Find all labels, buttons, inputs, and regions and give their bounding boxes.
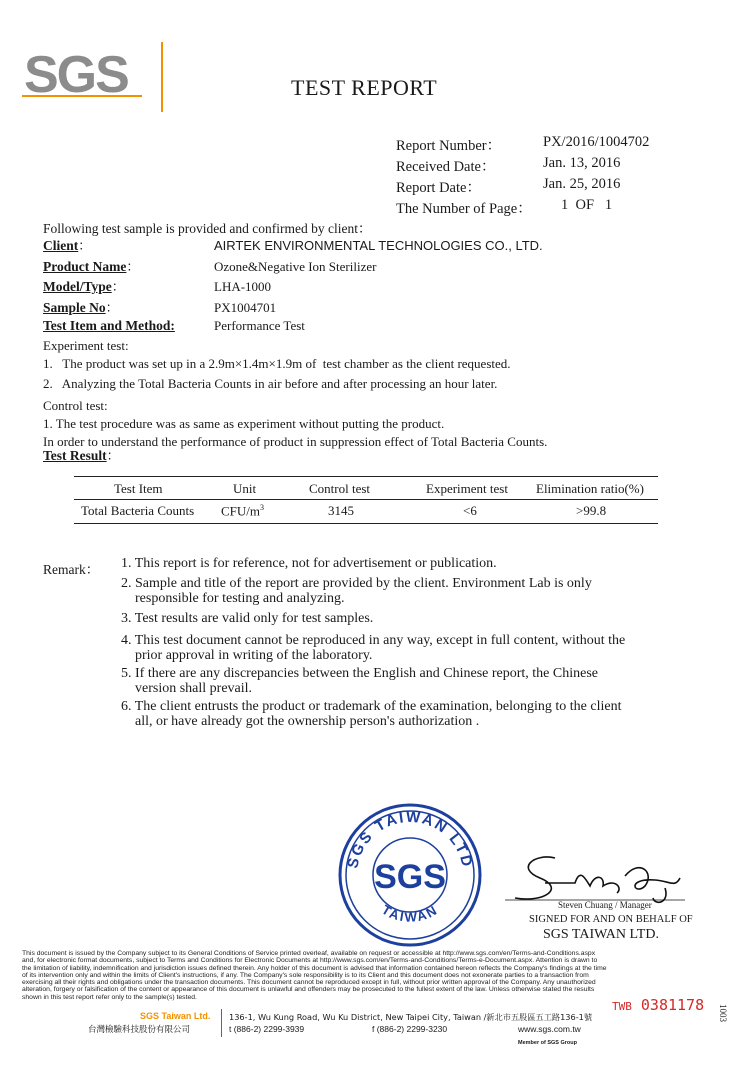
footer-tel: t (886-2) 2299-3939	[229, 1024, 305, 1034]
svg-text:TAIWAN	[379, 902, 441, 925]
legal-disclaimer	[22, 950, 722, 1001]
table-mid-rule	[74, 499, 658, 500]
footer-company-zh: 台灣檢驗科技股份有限公司	[88, 1025, 191, 1035]
procedure-section	[43, 337, 733, 451]
received-date-label: Received Date：	[396, 159, 496, 175]
disclaimer-line: and, for electronic format documents, subject to Terms and Conditions for Electronic Documents at http://www.sgs.com/en/Terms-and-Conditions/Terms-e-Document.aspx. Attention is drawn to	[22, 957, 598, 965]
experiment-heading: Experiment test:	[43, 338, 129, 353]
footer-divider	[221, 1009, 222, 1037]
side-page-code: 1003	[718, 1004, 728, 1022]
remark-3-line-1: 3. Test results are valid only for test samples.	[121, 611, 374, 626]
cell-experiment: <6	[463, 503, 477, 518]
remark-item	[121, 611, 721, 626]
remark-6-line-1: 6. The client entrusts the product or trademark of the examination, belonging to the client	[121, 699, 622, 714]
stamp-center-text: SGS	[374, 858, 446, 896]
table-top-rule	[74, 476, 658, 477]
remark-5-line-2: version shall prevail.	[121, 681, 253, 696]
col-header-elimination: Elimination ratio(%)	[536, 481, 644, 496]
manager-signature	[505, 848, 695, 908]
product-name-value: Ozone&Negative Ion Sterilizer	[214, 258, 377, 274]
col-header-test-item: Test Item	[114, 481, 163, 496]
col-header-control: Control test	[309, 481, 371, 496]
test-result-label: Test Result	[43, 448, 107, 463]
cell-test-item: Total Bacteria Counts	[81, 503, 195, 518]
test-item-method-label: Test Item and Method:	[43, 318, 175, 333]
serial-number	[612, 996, 704, 1014]
disclaimer-line: exercising all their rights and obligations under the transaction documents. This document cannot be reproduced except in full, without prior written approval of the Company. Any unauthorized	[22, 979, 596, 987]
disclaimer-line: shown in this test report refer only to the sample(s) tested.	[22, 993, 197, 1001]
page-count-label: The Number of Page：	[396, 201, 532, 217]
report-number-value: PX/2016/1004702	[543, 134, 650, 150]
experiment-step-1: 1. The product was set up in a 2.9m×1.4m×1.9m of test chamber as the client requested.	[43, 356, 511, 371]
remark-list	[121, 556, 721, 729]
disclaimer-line: the limitation of liability, indemnification and jurisdiction issues defined therein. Any holder of this document is advised that information contained hereon reflects the Company's findings at the time	[22, 964, 607, 972]
svg-text:SGS: SGS	[24, 46, 128, 104]
product-name-colon: ：	[126, 258, 140, 274]
page-title: TEST REPORT	[291, 75, 438, 100]
product-name-label: Product Name	[43, 258, 127, 274]
client-colon: ：	[78, 238, 92, 253]
disclaimer-line: of its intervention only and within the limits of Client's instructions, if any. The Company's sole responsibility is to its Client and this document does not exonerate parties to a transaction from	[22, 971, 589, 979]
remark-item	[121, 699, 721, 729]
control-line-1: 1. The test procedure was as same as experiment without putting the product.	[43, 416, 445, 431]
footer-fax: f (886-2) 2299-3230	[372, 1024, 448, 1034]
table-header-row	[74, 481, 658, 499]
model-type-value: LHA-1000	[214, 279, 272, 294]
disclaimer-line: alteration, forgery or falsification of the content or appearance of this document is unlawful and offenders may be prosecuted to the fullest extent of the law. Unless otherwise stated the results	[22, 986, 595, 994]
received-date-value: Jan. 13, 2016	[543, 155, 621, 171]
remark-6-line-2: all, or have already got the ownership person's authorization .	[121, 714, 480, 729]
remark-4-line-2: prior approval in writing of the laboratory.	[121, 648, 373, 663]
control-line-2: In order to understand the performance of product in suppression effect of Total Bacteria Counts.	[43, 434, 548, 449]
footer-company-en: SGS Taiwan Ltd.	[140, 1011, 211, 1021]
signed-for-text: SIGNED FOR AND ON BEHALF OF	[529, 914, 693, 925]
footer-web: www.sgs.com.tw	[518, 1024, 581, 1034]
remark-label: Remark：	[43, 562, 100, 577]
disclaimer-line: This document is issued by the Company subject to its General Conditions of Service printed overleaf, available on request or accessible at http://www.sgs.com/en/Terms-and-Conditions.aspx	[22, 950, 596, 957]
footer-member: Member of SGS Group	[518, 1040, 577, 1046]
cell-unit-text: CFU/m	[221, 503, 261, 519]
report-meta	[396, 134, 736, 218]
test-result-heading	[43, 445, 120, 465]
remark-1-line-1: 1. This report is for reference, not for advertisement or publication.	[121, 556, 497, 571]
col-header-unit: Unit	[233, 481, 257, 496]
sample-no-colon: ：	[105, 299, 119, 315]
sgs-logo	[22, 42, 182, 112]
stamp-bottom-text: TAIWAN	[379, 901, 441, 925]
serial-digits: 0381178	[640, 996, 705, 1014]
sample-no-value: PX1004701	[214, 299, 277, 315]
report-date-label: Report Date：	[396, 180, 481, 196]
col-header-experiment: Experiment test	[426, 481, 508, 496]
client-value: AIRTEK ENVIRONMENTAL TECHNOLOGIES CO., LTD.	[214, 238, 543, 253]
cell-control: 3145	[328, 503, 354, 518]
remark-4-line-1: 4. This test document cannot be reproduced in any way, except in full content, without the	[121, 633, 626, 648]
model-type-colon: ：	[111, 279, 125, 294]
remark-item	[121, 576, 721, 606]
remark-2-line-2: responsible for testing and analyzing.	[121, 591, 345, 606]
report-date-value: Jan. 25, 2016	[543, 176, 621, 192]
signer-company: SGS TAIWAN LTD.	[543, 927, 659, 942]
remark-2-line-1: 2. Sample and title of the report are provided by the client. Environment Lab is only	[121, 576, 592, 591]
experiment-step-2: 2. Analyzing the Total Bacteria Counts in air before and after processing an hour later.	[43, 376, 498, 391]
cell-unit-sup: 3	[260, 503, 265, 512]
serial-prefix: TWB	[612, 1000, 632, 1013]
table-row	[74, 503, 658, 521]
report-number-label: Report Number：	[396, 138, 502, 154]
sample-no-label: Sample No	[43, 299, 106, 315]
test-item-method-value: Performance Test	[214, 318, 305, 333]
model-type-label: Model/Type	[43, 279, 112, 294]
page-count-value: 1 OF 1	[561, 197, 613, 213]
cell-elimination: >99.8	[576, 503, 607, 518]
remark-item	[121, 633, 721, 663]
control-heading: Control test:	[43, 398, 108, 413]
client-label: Client	[43, 238, 79, 253]
sample-fields	[43, 235, 693, 338]
footer-address: 136-1, Wu Kung Road, Wu Ku District, New Taipei City, Taiwan /新北市五股區五工路136-1號	[229, 1012, 593, 1022]
company-stamp	[335, 800, 485, 950]
signer-name: Steven Chuang / Manager	[558, 900, 652, 910]
remark-5-line-1: 5. If there are any discrepancies between the English and Chinese report, the Chinese	[121, 666, 598, 681]
intro-text: Following test sample is provided and confirmed by client：	[43, 221, 372, 236]
remark-item	[121, 666, 721, 696]
cell-unit	[221, 503, 264, 519]
remark-item	[121, 556, 721, 571]
test-result-colon: ：	[106, 448, 120, 463]
table-bottom-rule	[74, 523, 658, 524]
stamp-top-text: SGS TAIWAN LTD	[344, 808, 476, 870]
